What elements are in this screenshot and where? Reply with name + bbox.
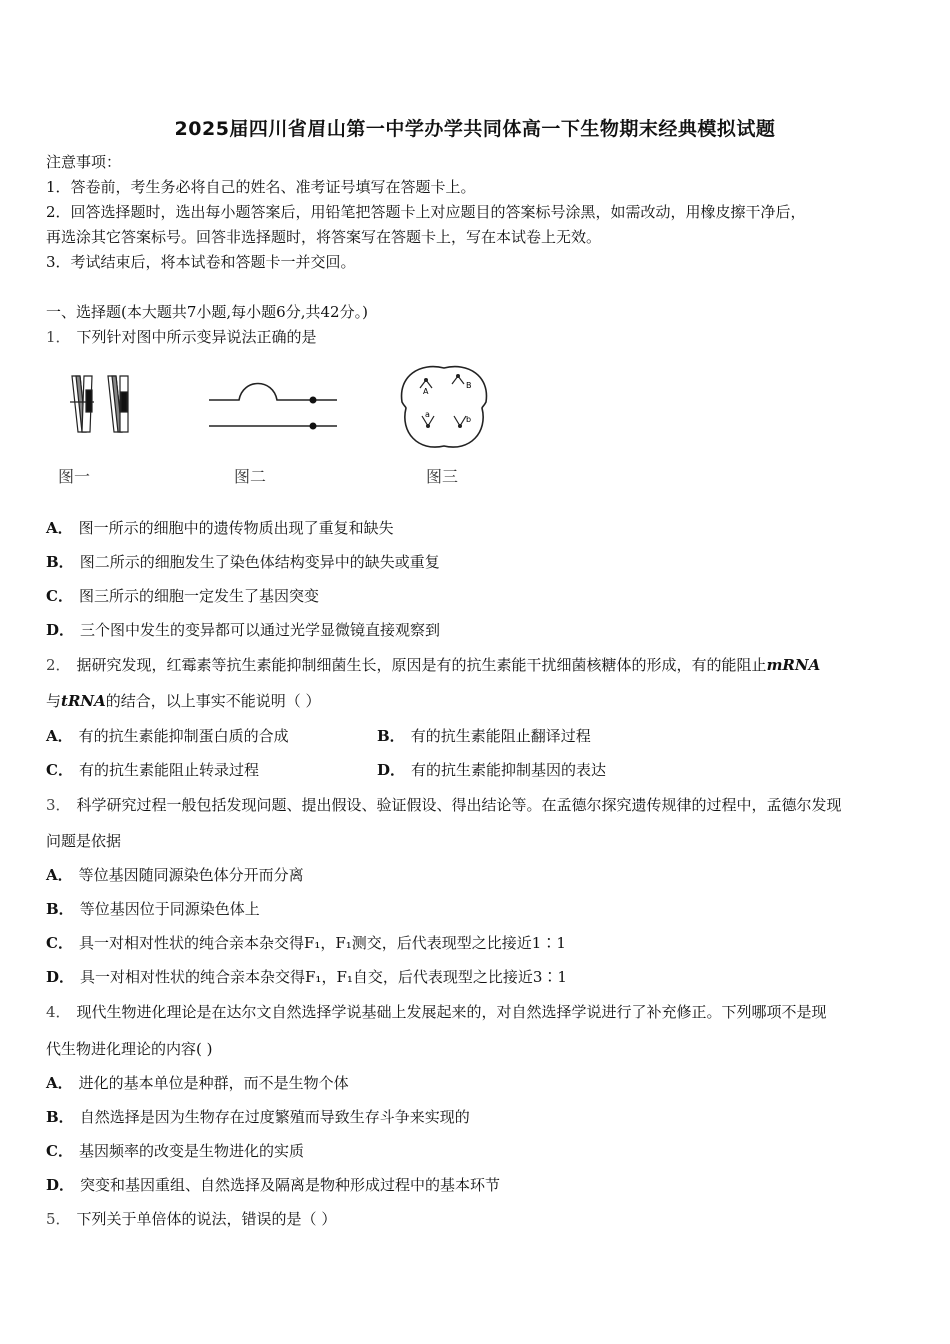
term-trna: tRNA: [61, 692, 106, 710]
figure-caption: 图二: [234, 467, 267, 486]
option-b: B． 有的抗生素能阻止翻译过程: [377, 727, 591, 745]
option-d: D． 突变和基因重组、自然选择及隔离是物种形成过程中的基本环节: [46, 1176, 501, 1194]
notice-heading: 注意事项：: [46, 153, 122, 171]
option-b: B． 自然选择是因为生物存在过度繁殖而导致生存斗争来实现的: [46, 1108, 470, 1126]
option-a: A． 等位基因随同源染色体分开而分离: [46, 866, 304, 884]
gene-label: a: [425, 410, 430, 419]
option-a: A． 有的抗生素能抑制蛋白质的合成: [46, 727, 289, 745]
section-heading: 一、选择题(本大题共7小题,每小题6分,共42分。): [46, 303, 368, 321]
option-d: D． 有的抗生素能抑制基因的表达: [377, 761, 607, 779]
question-text: 下列针对图中所示变异说法正确的是: [76, 328, 317, 346]
option-c: C． 基因频率的改变是生物进化的实质: [46, 1142, 304, 1160]
gene-label: b: [466, 415, 472, 424]
question-5-stem: 5． 下列关于单倍体的说法，错误的是（ ）: [46, 1210, 337, 1228]
option-d: D． 三个图中发生的变异都可以通过光学显微镜直接观察到: [46, 621, 441, 639]
question-2-stem-cont: 与tRNA的结合，以上事实不能说明（ ）: [46, 692, 321, 710]
notice-item: 再选涂其它答案标号。回答非选择题时，将答案写在答题卡上，写在本试卷上无效。: [46, 228, 602, 246]
question-number: 1．: [46, 328, 71, 346]
question-1-stem: [46, 327, 912, 347]
question-4-stem: 4． 现代生物进化理论是在达尔文自然选择学说基础上发展起来的，对自然选择学说进行了补充修正。下列哪项不是现: [46, 1003, 827, 1021]
notice-item: 3．考试结束后，将本试卷和答题卡一并交回。: [46, 253, 356, 271]
option-a: A． 图一所示的细胞中的遗传物质出现了重复和缺失: [46, 519, 394, 537]
page-title: 2025届四川省眉山第一中学办学共同体高一下生物期末经典模拟试题: [174, 118, 776, 140]
gene-label: A: [423, 387, 429, 396]
figure-caption: 图三: [426, 467, 459, 486]
term-mrna: mRNA: [766, 656, 821, 674]
option-c: C． 具一对相对性状的纯合亲本杂交得F₁，F₁测交，后代表现型之比接近1∶1: [46, 934, 566, 952]
option-c: C． 有的抗生素能阻止转录过程: [46, 761, 259, 779]
figure-3-dividing-cell: [398, 362, 490, 452]
question-4-stem-cont: 代生物进化理论的内容( ): [46, 1040, 213, 1058]
option-a: A． 进化的基本单位是种群，而不是生物个体: [46, 1074, 349, 1092]
option-c: C． 图三所示的细胞一定发生了基因突变: [46, 587, 319, 605]
notice-item: 2．回答选择题时，选出每小题答案后，用铅笔把答题卡上对应题目的答案标号涂黑，如需改动，用橡皮擦干净后，: [46, 203, 806, 221]
figure-2-loop-pairing: [205, 374, 341, 434]
question-2-stem: 2． 据研究发现，红霉素等抗生素能抑制细菌生长，原因是有的抗生素能干扰细菌核糖体的形成，有的能阻止mRNA: [46, 656, 821, 674]
figure-1-chromosomes: [66, 372, 136, 436]
gene-label: B: [466, 381, 472, 390]
option-d: D． 具一对相对性状的纯合亲本杂交得F₁，F₁自交，后代表现型之比接近3∶1: [46, 968, 567, 986]
notice-item: 1．答卷前，考生务必将自己的姓名、准考证号填写在答题卡上。: [46, 178, 476, 196]
figure-caption: 图一: [58, 467, 91, 486]
question-3-stem-cont: 问题是依据: [46, 832, 122, 850]
option-b: B． 等位基因位于同源染色体上: [46, 900, 260, 918]
question-3-stem: 3． 科学研究过程一般包括发现问题、提出假设、验证假设、得出结论等。在孟德尔探究遗传规律的过程中，孟德尔发现: [46, 796, 842, 814]
option-b: B． 图二所示的细胞发生了染色体结构变异中的缺失或重复: [46, 553, 440, 571]
